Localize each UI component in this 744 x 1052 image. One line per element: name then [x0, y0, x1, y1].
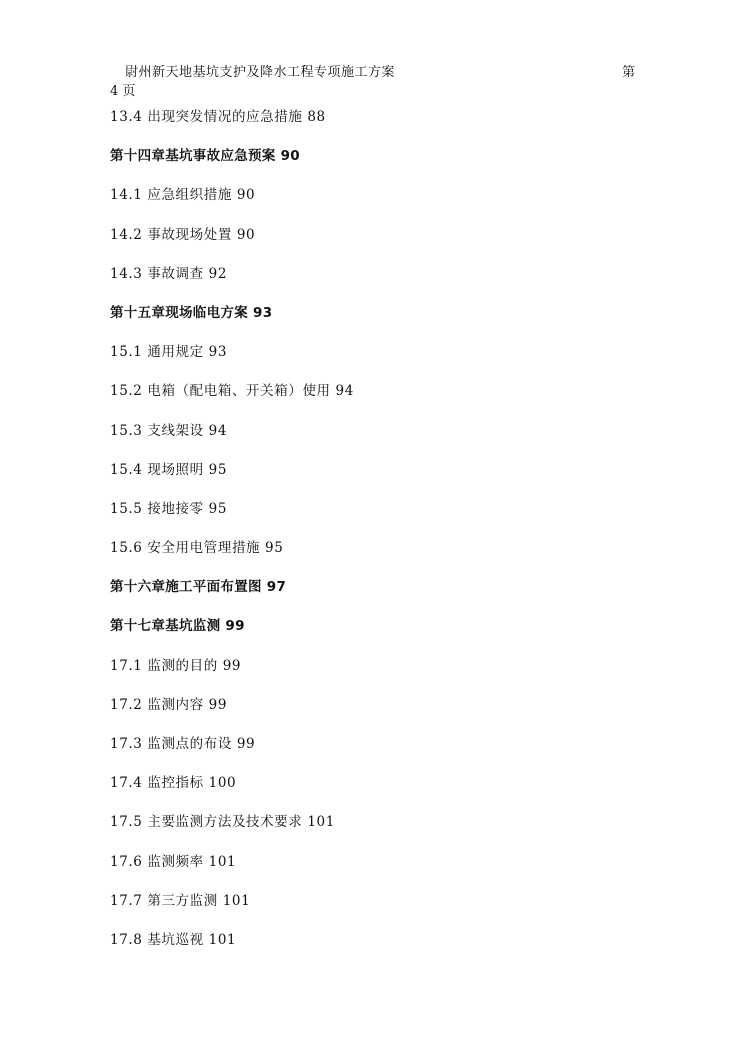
toc-entry: 17.4 监控指标 100 — [110, 775, 237, 792]
toc-entry: 17.3 监测点的布设 99 — [110, 736, 256, 752]
toc-chapter-entry: 第十五章现场临电方案 93 — [110, 304, 273, 321]
toc-entry: 17.7 第三方监测 101 — [110, 892, 251, 909]
toc-entry: 15.5 接地接零 95 — [110, 500, 228, 517]
toc-entry: 15.6 安全用电管理措施 95 — [110, 540, 284, 557]
toc-entry: 15.3 支线架设 94 — [110, 422, 228, 439]
toc-entry: 15.4 现场照明 95 — [110, 461, 228, 478]
toc-entry: 17.8 基坑巡视 101 — [110, 931, 237, 948]
toc-chapter-entry: 第十七章基坑监测 99 — [110, 618, 245, 635]
toc-entry: 14.3 事故调查 92 — [110, 265, 228, 282]
toc-chapter-entry: 第十六章施工平面布置图 97 — [110, 579, 287, 596]
toc-entry: 13.4 出现突发情况的应急措施 88 — [110, 109, 326, 125]
table-of-contents — [110, 107, 670, 969]
toc-entry: 15.2 电箱（配电箱、开关箱）使用 94 — [110, 383, 354, 400]
toc-entry: 14.2 事故现场处置 90 — [110, 226, 256, 243]
toc-entry: 17.5 主要监测方法及技术要求 101 — [110, 814, 335, 831]
toc-entry: 17.2 监测内容 99 — [110, 696, 228, 713]
header-title: 尉州新天地基坑支护及降水工程专项施工方案 — [125, 65, 396, 80]
toc-chapter-entry: 第十四章基坑事故应急预案 90 — [110, 148, 300, 165]
toc-entry: 15.1 通用规定 93 — [110, 344, 228, 361]
toc-entry: 14.1 应急组织措施 90 — [110, 187, 256, 204]
header-page-prefix: 第 — [622, 65, 636, 80]
toc-entry: 17.6 监测频率 101 — [110, 853, 237, 870]
header-page-number: 4 页 — [110, 84, 136, 99]
toc-entry: 17.1 监测的目的 99 — [110, 657, 242, 674]
